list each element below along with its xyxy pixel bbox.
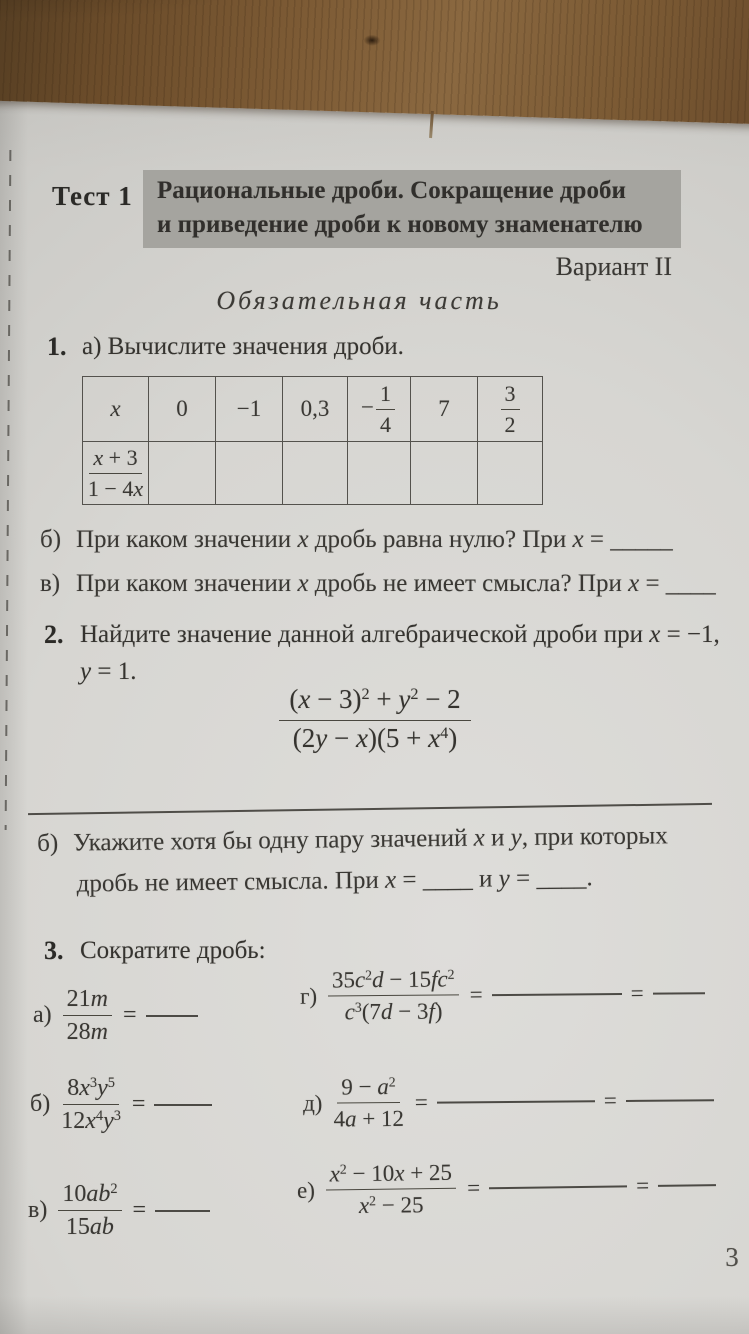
title-line-1: Рациональные дроби. Сокращение дроби: [157, 177, 626, 204]
table-empty-cell: [216, 442, 283, 505]
table-cell-x: x: [83, 377, 149, 442]
part-v-label: в): [40, 570, 61, 597]
table-empty-cell: [411, 442, 478, 505]
part-b-label: б): [40, 526, 62, 553]
answer-blank: [437, 1100, 595, 1103]
table-empty-cell: [149, 442, 216, 505]
problem3-item-e: [297, 1155, 717, 1220]
table-cell-value: 7: [411, 377, 478, 442]
section-heading: Обязательная часть: [216, 286, 502, 315]
part-v-text: При каком значении x дробь не имеет смысла? При x = ____: [76, 570, 716, 597]
title-highlight-box: [143, 170, 681, 248]
item-e-label: е): [296, 1177, 316, 1203]
answer-blank: [653, 992, 705, 994]
test-label: Тест 1: [52, 181, 133, 211]
divider-rule: [28, 803, 712, 815]
part-b2-line2: дробь не имеет смысла. При x = ____ и y = ____.: [76, 864, 593, 898]
problem3-number: 3.: [44, 936, 64, 965]
table-cell-value: − $\frac{1}{4}$: [348, 377, 411, 442]
problem3-item-d: [303, 1070, 714, 1133]
answer-blank: [658, 1184, 716, 1187]
variant-label: Вариант II: [555, 252, 672, 281]
item-d-label: д): [302, 1090, 323, 1116]
equals-sign: =: [469, 981, 483, 1007]
equals-sign: =: [630, 980, 644, 1006]
wooden-table-background: [0, 0, 749, 126]
answer-blank: [626, 1099, 714, 1102]
perforation-dashed-line: [5, 150, 12, 830]
equals-sign: =: [131, 1091, 146, 1118]
problem2-fraction: $\frac{(x - 3)^2 + y^2 - 2}{(2y - x)(5 + x^4)}$: [240, 684, 510, 755]
problem1-part-a-text: а) Вычислите значения дроби.: [82, 333, 404, 360]
item-g-label: г): [299, 983, 318, 1009]
problem2-text-line2: y = 1.: [80, 658, 137, 685]
table-cell-value: −1: [216, 377, 283, 442]
answer-blank: [489, 1185, 627, 1189]
problem3-item-a: [33, 985, 198, 1047]
equals-sign: =: [603, 1087, 617, 1113]
item-v-fraction: $\frac{10ab^2}{15ab}$: [56, 1180, 123, 1242]
table-row-label: $\frac{x + 3}{1 - 4x}$: [83, 442, 149, 505]
item-a-fraction: $\frac{21m}{28m}$: [61, 985, 114, 1047]
problem2-text-line1: Найдите значение данной алгебраической дроби при x = −1,: [80, 621, 720, 648]
item-b-label: б): [30, 1091, 51, 1118]
paper-edge-tear: [429, 111, 434, 138]
problem3-intro: Сократите дробь:: [80, 937, 266, 964]
table-cell-value: 0,3: [283, 377, 348, 442]
table-empty-cell: [478, 442, 543, 505]
answer-blank: [492, 993, 622, 996]
table-cell-value: 0: [149, 377, 216, 442]
equals-sign: =: [414, 1089, 428, 1115]
equals-sign: =: [635, 1172, 650, 1198]
problem2-part-b: [37, 822, 668, 899]
answer-blank: [146, 1015, 198, 1017]
equals-sign: =: [467, 1174, 481, 1201]
problem1-part-v: [40, 570, 716, 598]
part-b2-line1: Укажите хотя бы одну пару значений x и y, при которых: [72, 822, 668, 857]
item-e-fraction: $\frac{x^2 - 10x + 25}{x^2 - 25}$: [323, 1159, 458, 1220]
answer-blank: [154, 1104, 212, 1106]
values-table: [82, 376, 543, 505]
table-cell-value: $\frac{3}{2}$: [478, 377, 543, 442]
page-number: 3: [725, 1242, 739, 1272]
problem3-item-v: [28, 1180, 210, 1242]
title-line-2: и приведение дроби к новому знаменателю: [157, 211, 643, 238]
table-header-row: [83, 377, 543, 442]
problem3-item-g: [300, 963, 705, 1026]
equals-sign: =: [132, 1197, 147, 1224]
answer-blank: [155, 1210, 210, 1212]
item-g-fraction: $\frac{35c^2d - 15fc^2}{c^3(7d - 3f)}$: [326, 965, 461, 1025]
part-b-text: При каком значении x дробь равна нулю? При x = _____: [76, 526, 673, 553]
equals-sign: =: [123, 1002, 137, 1029]
table-empty-cell: [348, 442, 411, 505]
problem1-part-b: [40, 526, 673, 554]
problem1-number: 1.: [47, 332, 67, 361]
item-b-fraction: $\frac{8x^3y^5}{12x^4y^3}$: [61, 1075, 121, 1135]
item-v-label: в): [28, 1197, 48, 1224]
item-a-label: а): [33, 1002, 52, 1029]
table-empty-cell: [283, 442, 348, 505]
table-answer-row: [83, 442, 543, 505]
part-b2-label: б): [37, 829, 59, 857]
problem3-item-b: [30, 1074, 212, 1136]
problem2-number: 2.: [44, 620, 64, 649]
item-d-fraction: $\frac{9 - a^2}{4a + 12}$: [333, 1074, 405, 1132]
